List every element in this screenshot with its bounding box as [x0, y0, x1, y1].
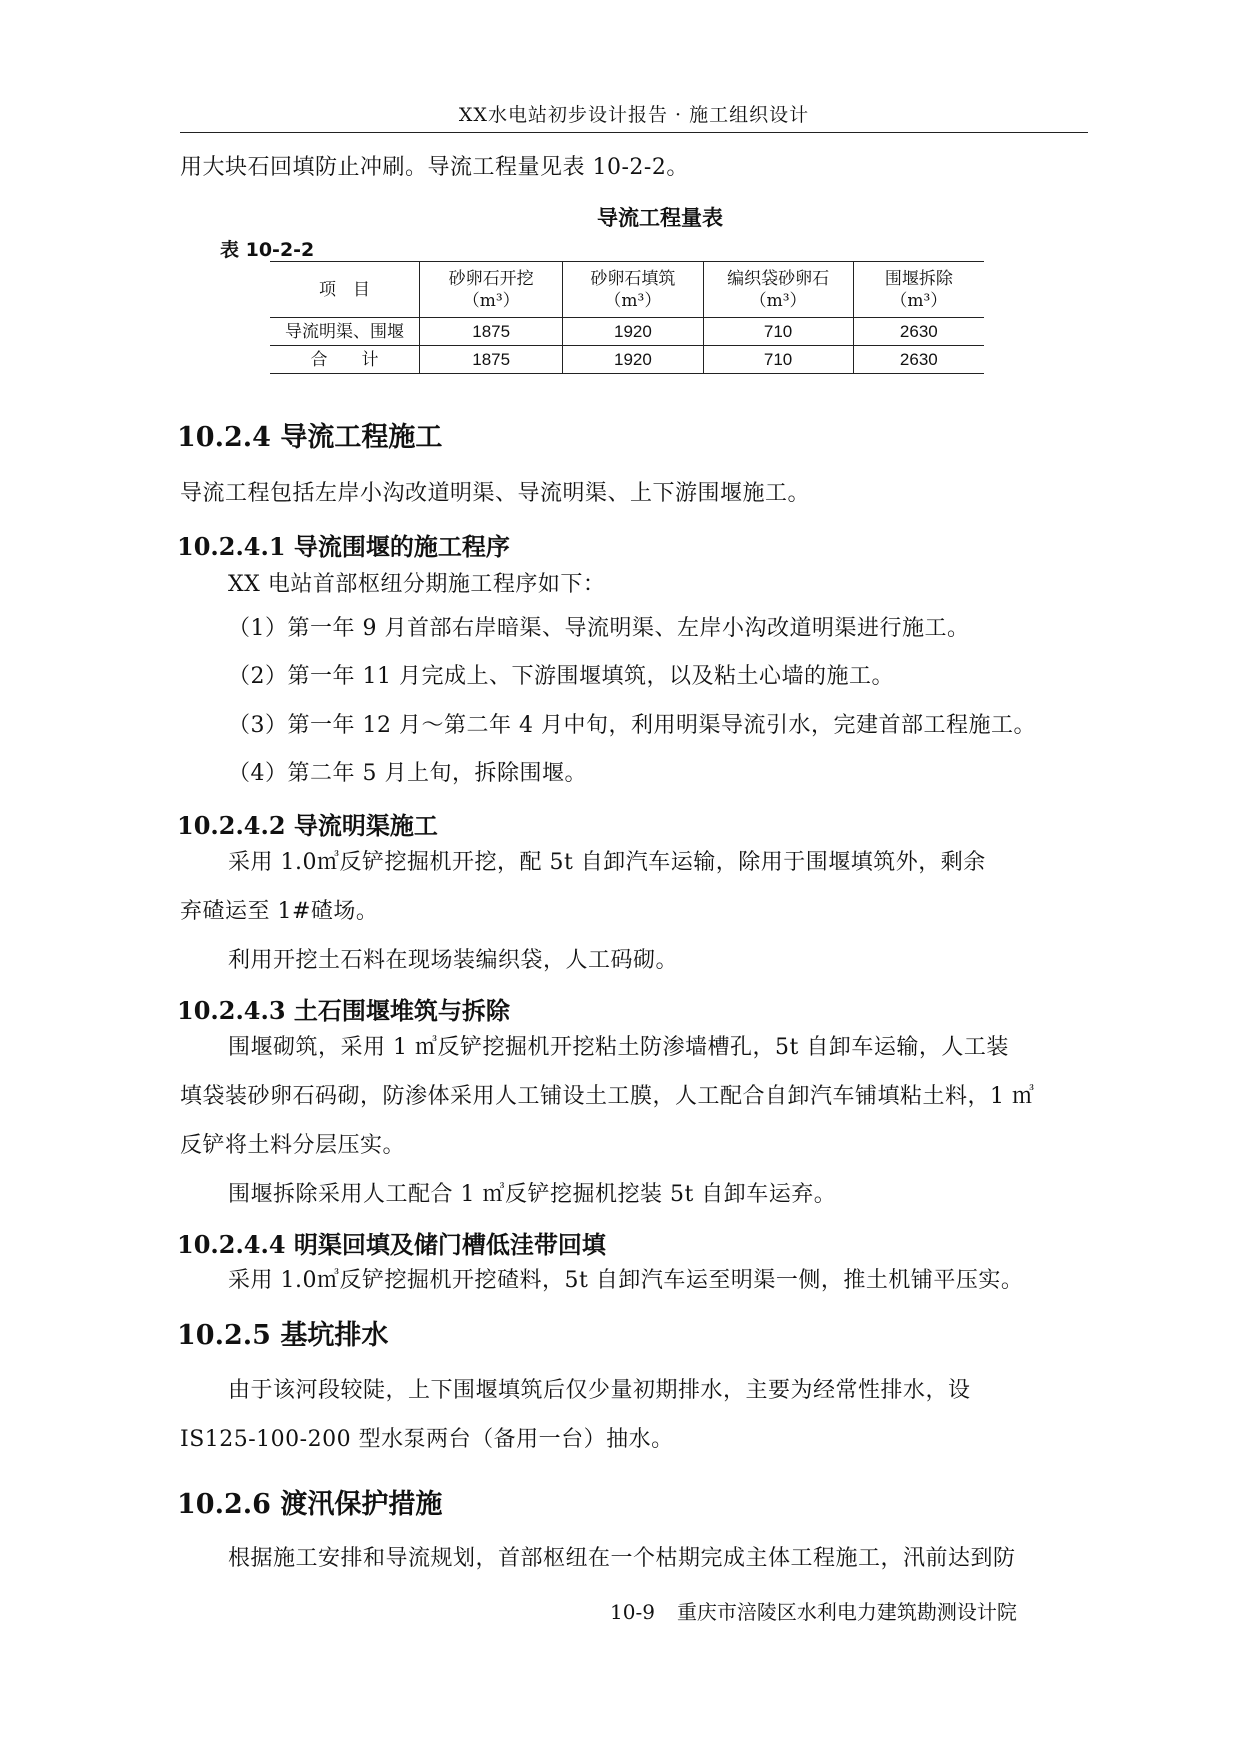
paragraph: 采用 1.0㎥反铲挖掘机开挖碴料，5t 自卸汽车运至明渠一侧，推土机铺平压实。 [228, 1268, 1024, 1293]
paragraph-line: 由于该河段较陡，上下围堰填筑后仅少量初期排水，主要为经常性排水，设 [228, 1378, 971, 1403]
paragraph-line: 反铲将土料分层压实。 [180, 1133, 406, 1158]
page-footer [610, 1596, 1017, 1625]
table-cell: 1920 [563, 346, 703, 374]
table-cell: 合 计 [270, 346, 420, 374]
table-cell: 1875 [420, 318, 563, 346]
paragraph: 利用开挖土石料在现场装编织袋，人工码砌。 [228, 948, 679, 973]
table-header-cell: 砂卵石开挖 （m³） [420, 262, 563, 318]
subsection-heading: 10.2.4.4 明渠回填及储门槽低洼带回填 [177, 1230, 606, 1259]
table-header-cell: 围堰拆除 （m³） [853, 262, 984, 318]
paragraph-line: IS125-100-200 型水泵两台（备用一台）抽水。 [180, 1427, 674, 1452]
section-heading: 10.2.6 渡汛保护措施 [177, 1489, 443, 1520]
header-rule [180, 132, 1088, 133]
table-header-row [270, 262, 984, 318]
quantity-table [270, 261, 984, 374]
section-heading: 10.2.4 导流工程施工 [177, 422, 443, 453]
paragraph-line: 填袋装砂卵石码砌，防渗体采用人工铺设土工膜，人工配合自卸汽车铺填粘土料，1 ㎥ [180, 1084, 1035, 1109]
list-item: （1）第一年 9 月首部右岸暗渠、导流明渠、左岸小沟改道明渠进行施工。 [228, 616, 970, 641]
table-label: 表 10-2-2 [220, 239, 315, 261]
subsection-heading: 10.2.4.3 土石围堰堆筑与拆除 [177, 996, 510, 1025]
list-item: （2）第一年 11 月完成上、下游围堰填筑，以及粘土心墙的施工。 [228, 664, 894, 689]
list-item: （4）第二年 5 月上旬，拆除围堰。 [228, 761, 587, 786]
paragraph: XX 电站首部枢纽分期施工程序如下： [228, 572, 606, 597]
subsection-heading: 10.2.4.1 导流围堰的施工程序 [177, 532, 510, 561]
table-header-cell: 项 目 [270, 262, 420, 318]
table-title: 导流工程量表 [597, 206, 723, 230]
paragraph-line: 围堰砌筑，采用 1 ㎥反铲挖掘机开挖粘土防渗墙槽孔，5t 自卸车运输，人工装 [228, 1035, 1009, 1060]
paragraph: 围堰拆除采用人工配合 1 ㎥反铲挖掘机挖装 5t 自卸车运弃。 [228, 1182, 837, 1207]
paragraph-line: 根据施工安排和导流规划，首部枢纽在一个枯期完成主体工程施工，汛前达到防 [228, 1546, 1016, 1571]
table-cell: 导流明渠、围堰 [270, 318, 420, 346]
table-cell: 2630 [853, 318, 984, 346]
table-cell: 710 [703, 318, 853, 346]
table-cell: 710 [703, 346, 853, 374]
table-header-cell: 砂卵石填筑 （m³） [563, 262, 703, 318]
section-heading: 10.2.5 基坑排水 [177, 1320, 389, 1351]
running-header: XX水电站初步设计报告 · 施工组织设计 [458, 104, 810, 126]
paragraph: 导流工程包括左岸小沟改道明渠、导流明渠、上下游围堰施工。 [180, 481, 811, 506]
table-row [270, 318, 984, 346]
page-number: 10-9 [610, 1600, 655, 1624]
paragraph-line: 弃碴运至 1#碴场。 [180, 899, 379, 924]
subsection-heading: 10.2.4.2 导流明渠施工 [177, 811, 438, 840]
paragraph-line: 采用 1.0㎥反铲挖掘机开挖，配 5t 自卸汽车运输，除用于围堰填筑外，剩余 [228, 850, 986, 875]
table-row [270, 346, 984, 374]
table-cell: 1875 [420, 346, 563, 374]
list-item: （3）第一年 12 月～第二年 4 月中旬，利用明渠导流引水，完建首部工程施工。 [228, 713, 1036, 738]
table-header-cell: 编织袋砂卵石 （m³） [703, 262, 853, 318]
organization-name: 重庆市涪陵区水利电力建筑勘测设计院 [676, 1600, 1017, 1624]
intro-line: 用大块石回填防止冲刷。导流工程量见表 10-2-2。 [180, 155, 689, 180]
table-cell: 2630 [853, 346, 984, 374]
table-cell: 1920 [563, 318, 703, 346]
